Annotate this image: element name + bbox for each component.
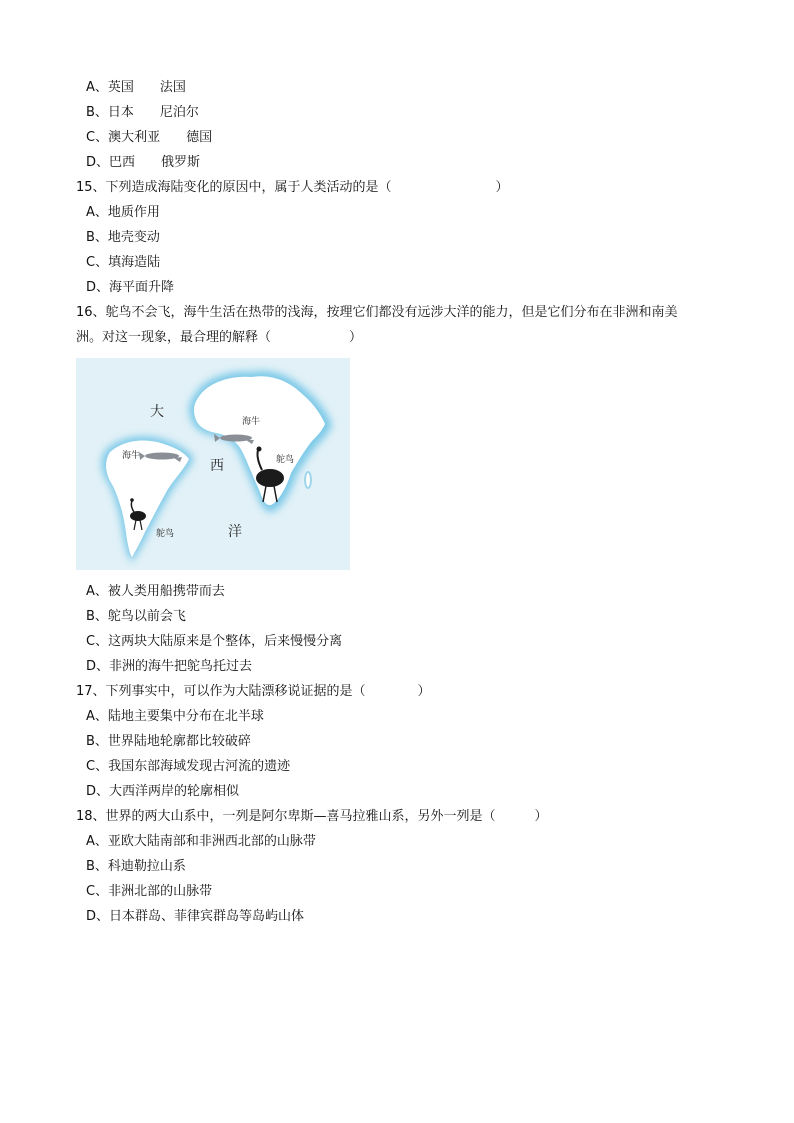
q16-stem-line1: 16、鸵鸟不会飞，海牛生活在热带的浅海，按理它们都没有远涉大洋的能力，但是它们分布在非洲和南美 <box>76 305 678 320</box>
ocean-char-3: 洋 <box>228 524 242 540</box>
q18-option-b: B、科迪勒拉山系 <box>86 859 186 874</box>
q16-option-b: B、鸵鸟以前会飞 <box>86 609 186 624</box>
q17-option-c: C、我国东部海域发现古河流的遗迹 <box>86 759 291 774</box>
q16-option-c: C、这两块大陆原来是个整体，后来慢慢分离 <box>86 634 343 649</box>
q15-option-a: A、地质作用 <box>86 205 160 220</box>
ocean-char-2: 西 <box>210 458 224 474</box>
label-manatee-africa: 海牛 <box>242 417 261 427</box>
madagascar-island <box>305 472 311 488</box>
q17-option-b: B、世界陆地轮廓都比较破碎 <box>86 734 251 749</box>
label-manatee-south-america: 海牛 <box>122 451 141 461</box>
q17-stem: 17、下列事实中，可以作为大陆漂移说证据的是（ ） <box>76 684 431 699</box>
q14-option-d: D、巴西 俄罗斯 <box>86 155 201 170</box>
q18-option-d: D、日本群岛、菲律宾群岛等岛屿山体 <box>86 909 305 924</box>
q14-option-a: A、英国 法国 <box>86 80 186 95</box>
q16-option-a: A、被人类用船携带而去 <box>86 584 225 599</box>
q18-stem: 18、世界的两大山系中，一列是阿尔卑斯—喜马拉雅山系，另外一列是（ ） <box>76 809 548 824</box>
q17-option-d: D、大西洋两岸的轮廓相似 <box>86 784 240 799</box>
atlantic-map <box>76 358 350 570</box>
q18-option-a: A、亚欧大陆南部和非洲西北部的山脉带 <box>86 834 316 849</box>
q15-option-b: B、地壳变动 <box>86 230 160 245</box>
atlantic-map-figure <box>76 358 350 570</box>
q15-option-c: C、填海造陆 <box>86 255 161 270</box>
q16-stem-line2: 洲。对这一现象，最合理的解释（ ） <box>76 330 363 345</box>
label-ostrich-africa: 鸵鸟 <box>276 455 295 465</box>
label-ostrich-south-america: 鸵鸟 <box>156 529 175 539</box>
ocean-char-1: 大 <box>150 404 164 420</box>
q15-stem: 15、下列造成海陆变化的原因中，属于人类活动的是（ ） <box>76 180 509 195</box>
q14-option-c: C、澳大利亚 德国 <box>86 130 213 145</box>
q18-option-c: C、非洲北部的山脉带 <box>86 884 213 899</box>
q15-option-d: D、海平面升降 <box>86 280 175 295</box>
q14-option-b: B、日本 尼泊尔 <box>86 105 199 120</box>
q17-option-a: A、陆地主要集中分布在北半球 <box>86 709 264 724</box>
q16-option-d: D、非洲的海牛把鸵鸟托过去 <box>86 659 253 674</box>
